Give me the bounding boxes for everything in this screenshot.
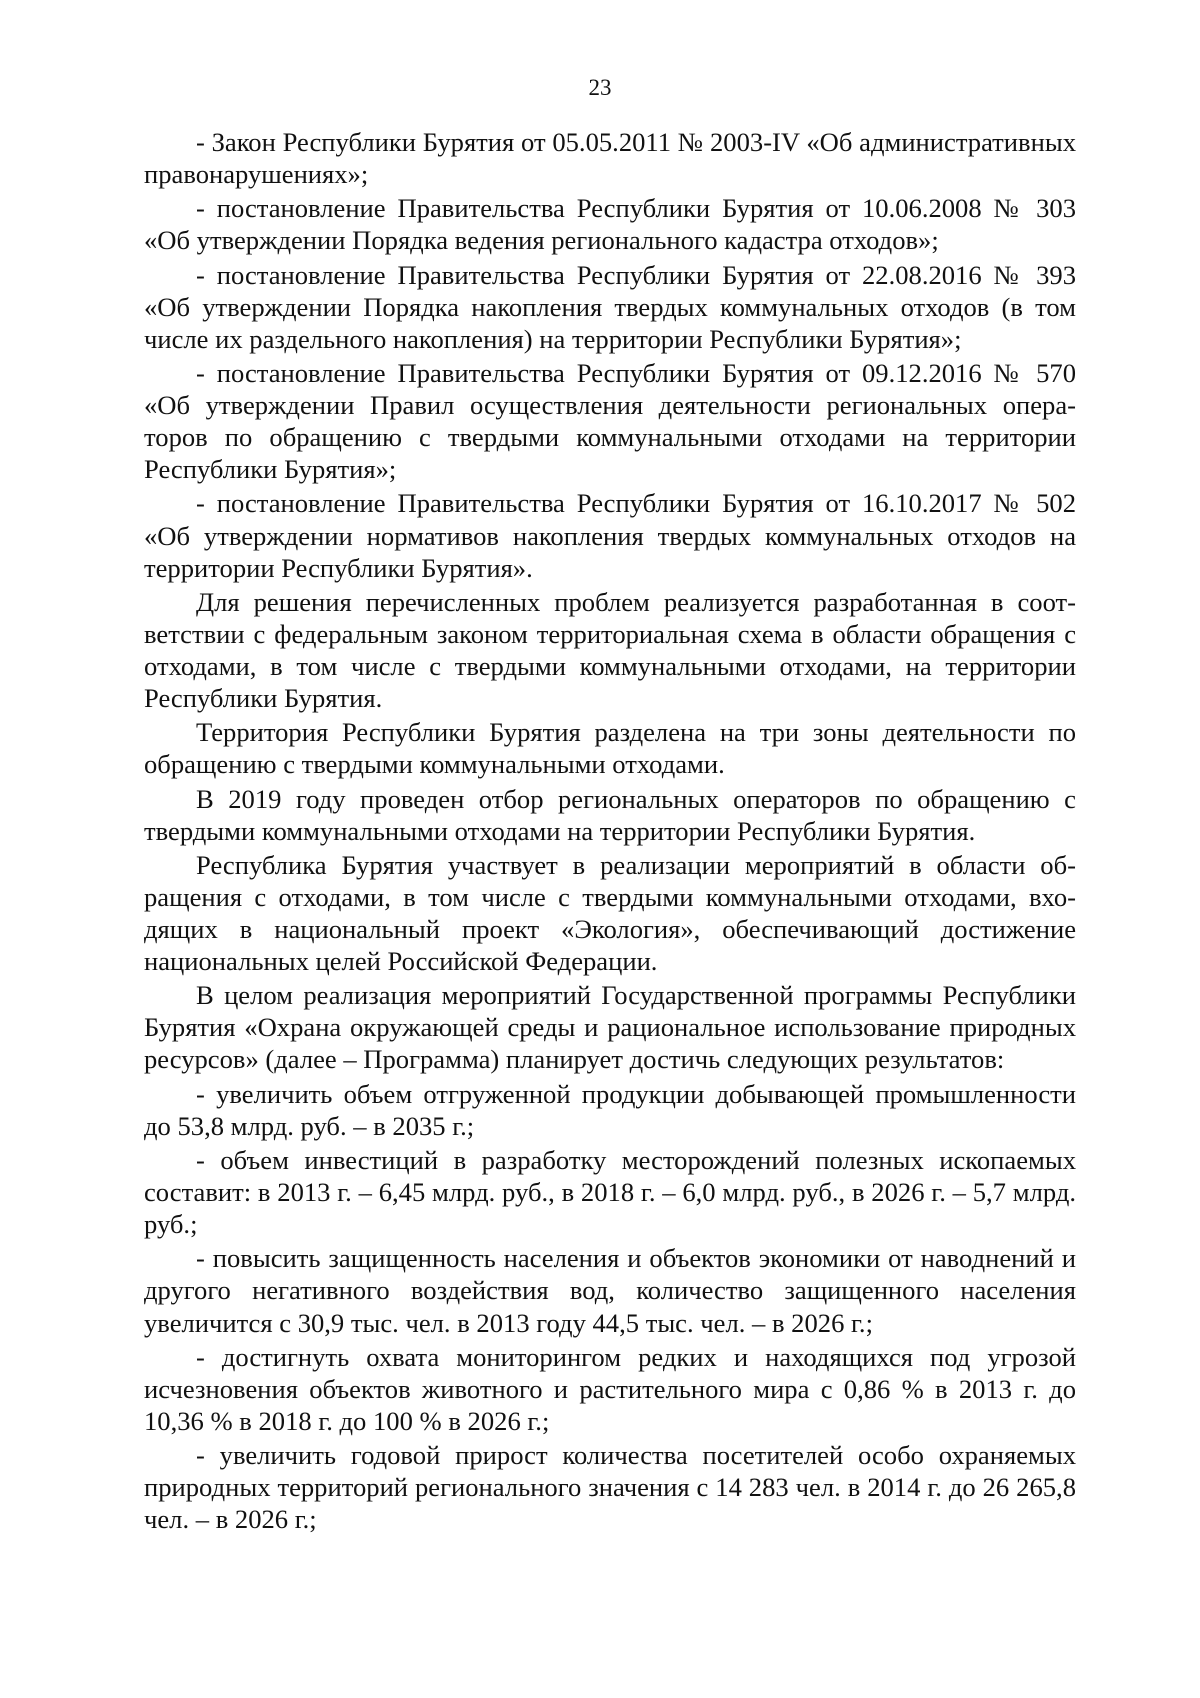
paragraph-result-flood-protection: - повысить защищенность населения и объектов экономики от наводнений и другого негативного воздействия вод, количество защищенного населения увеличится с 30,9 тыс. чел. в 2013 году 44,5 тыс. чел. – в 2026 г.; [144,1243,1076,1338]
document-body [144,126,1076,1537]
paragraph-result-investments: - объем инвестиций в разработку месторождений полезных ископаемых составит: в 2013 г. – 6,45 млрд. руб., в 2018 г. – 6,0 млрд. руб., в 2026 г. – 5,7 млрд. руб.; [144,1144,1076,1240]
paragraph-law-2003-iv: - Закон Республики Бурятия от 05.05.2011 № 2003-IV «Об административных правонарушениях»; [144,127,1076,190]
paragraph-three-zones: Территория Республики Бурятия разделена на три зоны деятельности по обращению с твердыми коммунальными отходами. [144,717,1076,780]
paragraph-operator-selection-2019: В 2019 году проведен отбор региональных операторов по обращению с твердыми коммунальными отходами на территории Республики Бурятия. [144,783,1076,846]
page-number: 23 [588,75,612,100]
paragraph-resolution-393: - постановление Правительства Республики Бурятия от 22.08.2016 № 393 «Об утверждении Порядка накопления твердых коммунальных отходов (в том числе их раздельного накопления) на территории Республики Бурятия»; [144,259,1076,354]
paragraph-result-visitors: - увеличить годовой прирост количества посетителей особо охраняемых природных территорий регионального значения с 14 283 чел. в 2014 г. до 26 265,8 чел. – в 2026 г.; [144,1440,1076,1535]
paragraph-resolution-502: - постановление Правительства Республики Бурятия от 16.10.2017 № 502 «Об утверждении нормативов накопления твердых коммунальных отходов на территории Республики Бурятия». [144,488,1076,583]
paragraph-result-mining-output: - увеличить объем отгруженной продукции добывающей промышленности до 53,8 млрд. руб. – в 2035 г.; [144,1078,1076,1141]
paragraph-national-project-ecology: Республика Бурятия участвует в реализации мероприятий в области обращения с отходами, в том числе с твердыми коммунальными отходами, входящих в национальный проект «Экология», обеспечивающий достижение национальных целей Российской Федерации. [144,849,1076,977]
paragraph-program-results: В целом реализация мероприятий Государственной программы Республики Бурятия «Охрана окружающей среды и рациональное использование природных ресурсов» (далее – Программа) планирует достичь следующих результатов: [144,980,1076,1075]
paragraph-result-monitoring: - достигнуть охвата мониторингом редких и находящихся под угрозой исчезновения объектов животного и растительного мира с 0,86 % в 2013 г. до 10,36 % в 2018 г. до 100 % в 2026 г.; [144,1341,1076,1436]
paragraph-resolution-303: - постановление Правительства Республики Бурятия от 10.06.2008 № 303 «Об утверждении Порядка ведения регионального кадастра отходов»; [144,193,1076,256]
paragraph-resolution-570: - постановление Правительства Республики Бурятия от 09.12.2016 № 570 «Об утверждении Правил осуществления деятельности региональных операторов по обращению с твердыми коммунальными отходами на территории Республики Бурятия»; [144,357,1076,485]
paragraph-territorial-scheme: Для решения перечисленных проблем реализуется разработанная в соответствии с федеральным законом территориальная схема в области обращения с отходами, в том числе с твердыми коммунальными отходами, на территории Республики Бурятия. [144,586,1076,714]
